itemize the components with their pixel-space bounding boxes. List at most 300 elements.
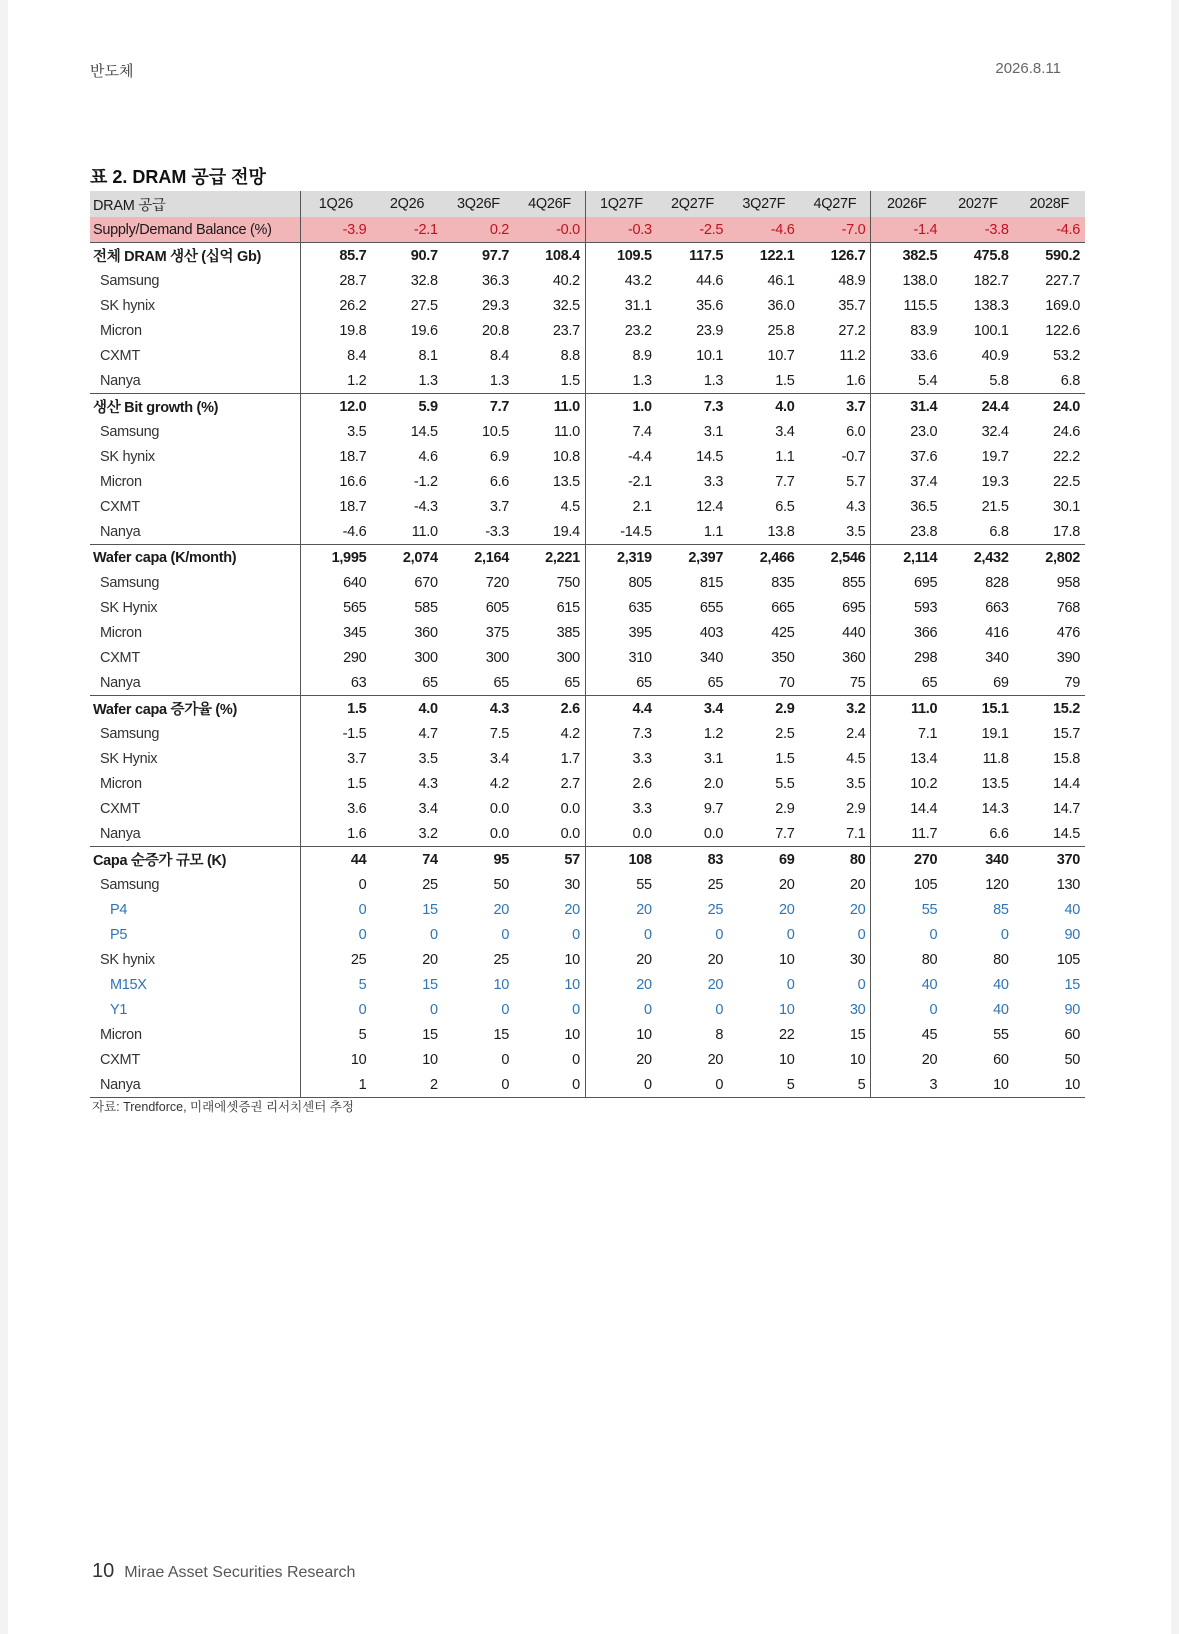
table-cell: 25 — [300, 947, 371, 972]
table-cell: 53.2 — [1052, 347, 1080, 364]
table-row — [90, 821, 1085, 847]
table-cell: -0.3 — [585, 217, 656, 243]
table-cell: 85 — [993, 901, 1009, 918]
table-cell: 360 — [414, 624, 438, 641]
table-cell: 1.5 — [775, 750, 795, 767]
row-label: M15X — [110, 976, 147, 993]
table-cell: 585 — [414, 599, 438, 616]
table-cell: 19.1 — [981, 725, 1009, 742]
row-label: 생산 Bit growth (%) — [93, 400, 219, 416]
table-cell: 24.4 — [981, 398, 1009, 415]
table-cell: 24.6 — [1052, 423, 1080, 440]
table-cell: 3.5 — [800, 519, 871, 545]
table-cell: 20 — [422, 951, 438, 968]
table-cell: 7.1 — [871, 721, 942, 746]
table-row — [90, 268, 1085, 293]
table-cell: 40 — [993, 976, 1009, 993]
table-cell: 45 — [871, 1022, 942, 1047]
table-row — [90, 972, 1085, 997]
table-cell: 403 — [699, 624, 724, 641]
table-row — [90, 217, 1085, 243]
table-cell: 19.3 — [981, 473, 1009, 490]
table-cell: 28.7 — [300, 268, 371, 293]
table-cell: 2.9 — [775, 700, 795, 717]
table-cell: 835 — [771, 574, 795, 591]
table-cell: 0.0 — [443, 821, 514, 847]
table-cell: 75 — [800, 670, 871, 696]
table-cell: 640 — [300, 570, 371, 595]
table-cell: 382.5 — [871, 243, 942, 269]
table-row — [90, 670, 1085, 696]
table-cell: 23.8 — [871, 519, 942, 545]
table-cell: 20 — [585, 972, 656, 997]
table-cell: 63 — [300, 670, 371, 696]
table-cell: 1.0 — [585, 394, 656, 420]
table-row — [90, 570, 1085, 595]
row-label: CXMT — [100, 498, 140, 515]
column-header: 2026F — [871, 191, 942, 217]
column-header: 2028F — [1014, 191, 1085, 217]
table-cell: 10 — [778, 951, 795, 968]
table-cell: 3.1 — [703, 423, 724, 440]
table-cell: 105 — [1056, 951, 1080, 968]
table-cell: 15 — [422, 976, 438, 993]
header-date: 2026.8.11 — [995, 60, 1061, 77]
table-cell: 340 — [985, 649, 1009, 666]
table-cell: 340 — [985, 851, 1009, 868]
table-cell: 375 — [485, 624, 510, 641]
table-row — [90, 469, 1085, 494]
table-cell: 26.2 — [300, 293, 371, 318]
table-cell: 11.0 — [371, 519, 442, 545]
table-cell: 40.9 — [981, 347, 1009, 364]
table-cell: 10 — [493, 976, 510, 993]
table-cell: 2,466 — [759, 549, 795, 566]
table-cell: 350 — [771, 649, 795, 666]
table-cell: 10 — [422, 1051, 438, 1068]
table-cell: 2.9 — [846, 800, 866, 817]
table-cell: 635 — [585, 595, 656, 620]
row-label: CXMT — [100, 649, 140, 666]
table-cell: 97.7 — [482, 247, 510, 264]
table-cell: 100.1 — [973, 322, 1009, 339]
table-cell: 0.0 — [489, 800, 510, 817]
table-row — [90, 444, 1085, 469]
table-cell: 25.8 — [767, 322, 795, 339]
table-cell: 17.8 — [1014, 519, 1085, 545]
table-cell: 0 — [572, 1001, 580, 1018]
table-cell: 20 — [564, 901, 580, 918]
table-cell: 32.4 — [981, 423, 1009, 440]
table-cell: 10.7 — [767, 347, 795, 364]
table-cell: 8.4 — [489, 347, 510, 364]
table-cell: 3.5 — [846, 775, 866, 792]
table-cell: -4.6 — [1014, 217, 1085, 243]
table-cell: 10 — [585, 1022, 656, 1047]
table-cell: 70 — [728, 670, 799, 696]
table-cell: 1.1 — [657, 519, 728, 545]
source-note: 자료: Trendforce, 미래에셋증권 리서치센터 추정 — [92, 1100, 354, 1114]
table-cell: 2,319 — [585, 545, 656, 571]
table-cell: 6.8 — [1014, 368, 1085, 394]
table-cell: 36.0 — [767, 297, 795, 314]
row-label: Micron — [100, 473, 142, 490]
row-label: SK Hynix — [100, 599, 158, 616]
table-cell: 55 — [585, 872, 656, 897]
row-label: Nanya — [90, 368, 300, 394]
table-cell: 65 — [585, 670, 656, 696]
table-cell: 20 — [707, 951, 724, 968]
table-row — [90, 318, 1085, 343]
table-cell: 19.7 — [981, 448, 1009, 465]
table-cell: 10.8 — [552, 448, 580, 465]
table-cell: 115.5 — [871, 293, 942, 318]
table-cell: 0.0 — [514, 821, 585, 847]
table-cell: 3.4 — [489, 750, 510, 767]
table-cell: 6.9 — [489, 448, 510, 465]
table-cell: -4.3 — [413, 498, 438, 515]
table-cell: 370 — [1056, 851, 1080, 868]
table-cell: 475.8 — [973, 247, 1009, 264]
table-cell: 0 — [871, 922, 942, 947]
table-cell: 65 — [371, 670, 442, 696]
table-cell: 83.9 — [871, 318, 942, 343]
table-cell: -0.7 — [841, 448, 866, 465]
table-cell: 2.9 — [775, 800, 795, 817]
table-cell: 5 — [800, 1072, 871, 1098]
table-cell: 23.2 — [585, 318, 656, 343]
table-cell: 1.3 — [657, 368, 728, 394]
table-cell: 7.7 — [489, 398, 510, 415]
row-label: SK hynix — [100, 297, 155, 314]
table-cell: 69 — [942, 670, 1013, 696]
table-cell: 2 — [371, 1072, 442, 1098]
table-cell: 36.3 — [482, 272, 510, 289]
column-header: 2Q27F — [657, 191, 728, 217]
table-cell: 11.0 — [553, 423, 580, 440]
table-cell: 23.7 — [552, 322, 580, 339]
table-cell: 117.5 — [689, 247, 724, 264]
table-cell: 65 — [514, 670, 585, 696]
table-cell: 0 — [871, 997, 942, 1022]
table-row — [90, 343, 1085, 368]
table-cell: 440 — [842, 624, 866, 641]
table-cell: -1.5 — [300, 721, 371, 746]
table-cell: 12.0 — [300, 394, 371, 420]
table-cell: 3.2 — [371, 821, 442, 847]
table-cell: 8.1 — [418, 347, 438, 364]
table-cell: 21.5 — [981, 498, 1009, 515]
table-cell: 40 — [1064, 901, 1080, 918]
table-cell: 805 — [585, 570, 656, 595]
table-cell: 10 — [300, 1047, 371, 1072]
table-cell: 0 — [786, 926, 795, 943]
table-cell: 0 — [501, 1051, 510, 1068]
table-cell: 2,114 — [871, 545, 942, 571]
footer — [92, 1560, 355, 1583]
table-cell: 340 — [699, 649, 724, 666]
column-header: 4Q26F — [514, 191, 585, 217]
table-cell: 23.9 — [696, 322, 724, 339]
table-cell: 2,546 — [830, 549, 866, 566]
table-cell: 22.5 — [1052, 473, 1080, 490]
table-row — [90, 922, 1085, 947]
table-row — [90, 368, 1085, 394]
table-cell: 10 — [942, 1072, 1013, 1098]
table-cell: 605 — [485, 599, 510, 616]
table-cell: 138.0 — [871, 268, 942, 293]
table-cell: 815 — [699, 574, 724, 591]
table-cell: 5.4 — [871, 368, 942, 394]
row-label: Nanya — [90, 670, 300, 696]
table-cell: 0 — [300, 997, 371, 1022]
table-cell: 40 — [993, 1001, 1009, 1018]
table-cell: 385 — [556, 624, 580, 641]
table-cell: 138.3 — [973, 297, 1009, 314]
table-row — [90, 872, 1085, 897]
table-cell: 20.8 — [482, 322, 510, 339]
table-cell: 10 — [778, 1051, 795, 1068]
row-label: SK hynix — [100, 448, 155, 465]
table-cell: 32.5 — [552, 297, 580, 314]
table-cell: 25 — [493, 951, 510, 968]
table-cell: 300 — [556, 649, 580, 666]
table-cell: 182.7 — [973, 272, 1009, 289]
table-cell: 13.4 — [871, 746, 942, 771]
table-cell: 5.8 — [942, 368, 1013, 394]
table-cell: 1.6 — [300, 821, 371, 847]
table-cell: 3.4 — [418, 800, 438, 817]
column-header: 2Q26 — [371, 191, 442, 217]
table-cell: 0.0 — [560, 800, 580, 817]
row-label: Micron — [100, 322, 142, 339]
table-cell: 2,432 — [973, 549, 1009, 566]
table-cell: 1.1 — [775, 448, 795, 465]
table-cell: 416 — [985, 624, 1009, 641]
table-cell: 3.3 — [585, 746, 656, 771]
table-corner-label: DRAM 공급 — [90, 191, 300, 217]
table-cell: 80 — [849, 851, 866, 868]
table-cell: 95 — [493, 851, 510, 868]
table-cell: 65 — [657, 670, 728, 696]
table-cell: 0 — [715, 926, 724, 943]
table-cell: 15 — [1064, 976, 1080, 993]
row-label: Wafer capa (K/month) — [93, 549, 237, 566]
table-cell: 0.0 — [657, 821, 728, 847]
table-row — [90, 796, 1085, 821]
row-label: SK Hynix — [100, 750, 158, 767]
table-cell: 298 — [871, 645, 942, 670]
table-cell: 855 — [842, 574, 866, 591]
table-cell: -0.0 — [514, 217, 585, 243]
table-cell: 593 — [871, 595, 942, 620]
table-cell: 4.5 — [846, 750, 866, 767]
table-cell: 11.7 — [871, 821, 942, 847]
publisher: Mirae Asset Securities Research — [124, 1564, 356, 1581]
table-cell: 48.9 — [838, 272, 866, 289]
table-cell: 4.6 — [418, 448, 438, 465]
table-cell: 44 — [300, 847, 371, 873]
table-cell: 22.2 — [1052, 448, 1080, 465]
table-cell: 36.5 — [871, 494, 942, 519]
table-cell: 425 — [771, 624, 795, 641]
table-cell: 55 — [871, 897, 942, 922]
table-cell: 0 — [429, 1001, 438, 1018]
table-cell: 15 — [849, 1026, 866, 1043]
table-cell: 40.2 — [552, 272, 580, 289]
table-cell: 663 — [985, 599, 1009, 616]
table-cell: 0 — [300, 897, 371, 922]
table-cell: 768 — [1056, 599, 1080, 616]
table-cell: 15.7 — [1052, 725, 1080, 742]
table-cell: 13.5 — [552, 473, 580, 490]
table-cell: 20 — [707, 1051, 724, 1068]
table-cell: 0.0 — [585, 821, 656, 847]
table-cell: 1.2 — [300, 368, 371, 394]
table-cell: 10 — [564, 1026, 580, 1043]
table-cell: -3.3 — [443, 519, 514, 545]
table-cell: 590.2 — [1045, 247, 1080, 264]
table-cell: 828 — [985, 574, 1009, 591]
table-cell: -2.1 — [585, 469, 656, 494]
row-label: Supply/Demand Balance (%) — [90, 217, 300, 243]
table-cell: 6.6 — [489, 473, 510, 490]
table-cell: 5.9 — [418, 398, 438, 415]
table-cell: 65 — [443, 670, 514, 696]
table-cell: 20 — [493, 901, 510, 918]
table-cell: 5 — [300, 972, 371, 997]
table-cell: 4.0 — [418, 700, 438, 717]
table-row — [90, 1047, 1085, 1072]
table-row — [90, 897, 1085, 922]
table-cell: 0 — [501, 1001, 510, 1018]
table-cell: 1.5 — [300, 771, 371, 796]
table-cell: 310 — [585, 645, 656, 670]
table-cell: 670 — [414, 574, 438, 591]
table-cell: 24.0 — [1052, 398, 1080, 415]
table-cell: 80 — [993, 951, 1009, 968]
table-cell: 4.7 — [418, 725, 438, 742]
table-cell: 0 — [715, 1001, 724, 1018]
header-section: 반도체 — [90, 63, 134, 80]
table-cell: 0 — [857, 976, 866, 993]
table-cell: 22 — [778, 1026, 795, 1043]
table-cell: 227.7 — [1045, 272, 1080, 289]
table-cell: 120 — [985, 876, 1009, 893]
table-row — [90, 545, 1085, 571]
table-cell: 0 — [429, 926, 438, 943]
table-cell: 476 — [1056, 624, 1080, 641]
table-row — [90, 243, 1085, 269]
table-cell: 15.1 — [981, 700, 1009, 717]
table-row — [90, 293, 1085, 318]
table-row — [90, 419, 1085, 444]
table-cell: 27.2 — [838, 322, 866, 339]
table-cell: 0 — [501, 926, 510, 943]
table-cell: 122.6 — [1045, 322, 1080, 339]
table-cell: 360 — [842, 649, 866, 666]
table-cell: 1.5 — [300, 696, 371, 722]
table-cell: 20 — [585, 947, 656, 972]
table-cell: 55 — [993, 1026, 1009, 1043]
table-cell: 14.4 — [871, 796, 942, 821]
table-row — [90, 947, 1085, 972]
table-cell: 1.3 — [443, 368, 514, 394]
table-cell: 25 — [707, 901, 724, 918]
table-cell: 90 — [1064, 926, 1080, 943]
table-cell: 130 — [1056, 876, 1080, 893]
table-cell: 169.0 — [1045, 297, 1080, 314]
table-cell: 30.1 — [1052, 498, 1080, 515]
table-cell: 2.4 — [846, 725, 866, 742]
table-cell: 29.3 — [482, 297, 510, 314]
table-cell: -4.6 — [300, 519, 371, 545]
table-cell: 3.2 — [846, 700, 866, 717]
table-cell: -4.4 — [585, 444, 656, 469]
table-cell: 3.6 — [300, 796, 371, 821]
table-cell: 2.5 — [775, 725, 795, 742]
table-cell: 665 — [771, 599, 795, 616]
table-cell: 6.5 — [775, 498, 795, 515]
table-cell: 2.6 — [585, 771, 656, 796]
table-row — [90, 696, 1085, 722]
column-header: 3Q26F — [443, 191, 514, 217]
table-cell: 0 — [572, 1051, 580, 1068]
dram-supply-table — [90, 191, 1085, 1098]
table-cell: 25 — [422, 876, 438, 893]
table-cell: 33.6 — [871, 343, 942, 368]
table-cell: 5 — [728, 1072, 799, 1098]
table-cell: 18.7 — [300, 444, 371, 469]
table-cell: 19.4 — [514, 519, 585, 545]
row-label: Nanya — [90, 519, 300, 545]
row-label: CXMT — [100, 1051, 140, 1068]
table-row — [90, 997, 1085, 1022]
table-cell: 7.7 — [775, 473, 795, 490]
table-cell: 7.1 — [800, 821, 871, 847]
table-cell: 345 — [300, 620, 371, 645]
table-cell: 9.7 — [703, 800, 724, 817]
table-cell: 20 — [849, 876, 866, 893]
table-row — [90, 595, 1085, 620]
table-cell: 8.9 — [585, 343, 656, 368]
table-cell: 40 — [871, 972, 942, 997]
table-cell: 615 — [556, 599, 580, 616]
table-cell: 80 — [871, 947, 942, 972]
table-cell: 14.5 — [410, 423, 438, 440]
table-cell: 50 — [493, 876, 510, 893]
table-cell: 290 — [300, 645, 371, 670]
table-cell: 19.8 — [300, 318, 371, 343]
table-cell: 4.2 — [560, 725, 580, 742]
table-cell: 395 — [585, 620, 656, 645]
table-cell: 4.3 — [418, 775, 438, 792]
table-cell: 15.2 — [1052, 700, 1080, 717]
table-cell: 1,995 — [300, 545, 371, 571]
table-cell: 7.7 — [728, 821, 799, 847]
table-cell: -3.9 — [300, 217, 371, 243]
table-cell: 0 — [786, 976, 795, 993]
table-cell: 11.0 — [871, 696, 942, 722]
table-row — [90, 394, 1085, 420]
table-cell: 1 — [300, 1072, 371, 1098]
row-label: Samsung — [100, 876, 160, 893]
table-cell: 85.7 — [300, 243, 371, 269]
column-header: 1Q26 — [300, 191, 371, 217]
table-cell: 14.7 — [1052, 800, 1080, 817]
table-cell: 3.7 — [489, 498, 510, 515]
table-cell: 79 — [1014, 670, 1085, 696]
